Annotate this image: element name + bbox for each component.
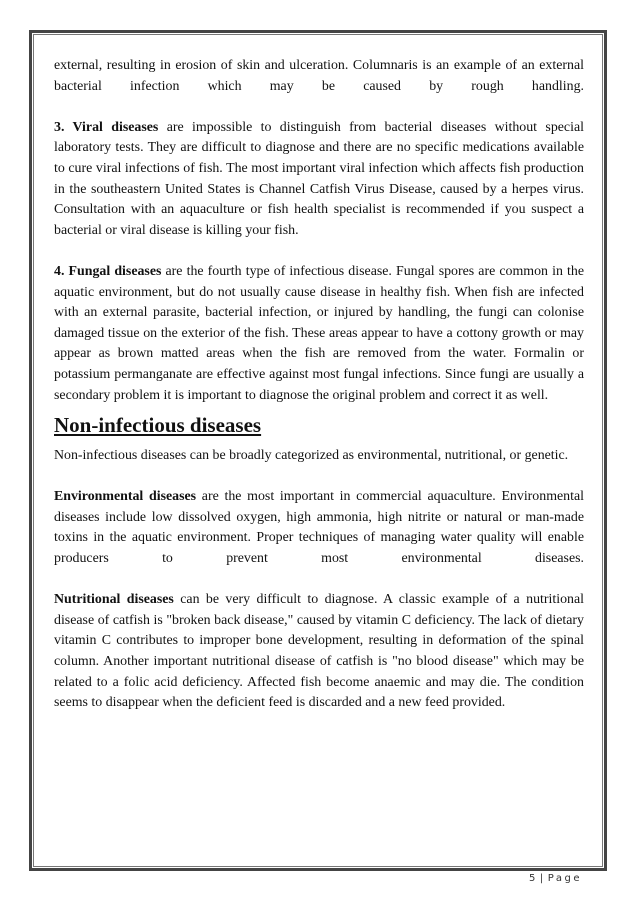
paragraph-text: external, resulting in erosion of skin and ulceration. Columnaris is an example of an external bacterial infection which may be caused by rough handling.	[54, 58, 584, 94]
paragraph-lead-nutritional: Nutritional diseases	[54, 592, 174, 608]
paragraph-lead-fungal: 4. Fungal diseases	[54, 263, 162, 279]
paragraph-fungal-diseases	[54, 262, 584, 406]
page-number: 5	[529, 873, 537, 884]
paragraph-nutritional-diseases	[54, 590, 584, 714]
footer-separator: |	[539, 873, 545, 884]
paragraph-bacterial-continued	[54, 56, 584, 97]
paragraph-non-infectious-intro	[54, 446, 584, 467]
paragraph-lead-viral: 3. Viral diseases	[54, 119, 159, 135]
page-footer	[529, 873, 582, 884]
page-label: Page	[547, 873, 582, 884]
section-heading-non-infectious: Non-infectious diseases	[54, 413, 262, 438]
paragraph-viral-diseases	[54, 118, 584, 242]
paragraph-environmental-diseases	[54, 487, 584, 569]
paragraph-text: can be very difficult to diagnose. A classic example of a nutritional disease of catfish is "broken back disease," caused by vitamin C deficiency. The lack of dietary vitamin C contributes to improper bone development, resulting in deformation of the spinal column. Another important nutritional disease of catfish is "no blood disease" which may be related to a folic acid deficiency. Affected fish become anaemic and may die. The condition seems to disappear when the deficient feed is discarded and a new feed provided.	[54, 592, 584, 711]
paragraph-text: are impossible to distinguish from bacterial diseases without special laboratory tests. They are difficult to diagnose and there are no specific medications available to cure viral infections of fish. The most important viral infection which affects fish production in the southeastern United States is Channel Catfish Virus Disease, caused by a herpes virus. Consultation with an aquaculture or fish health specialist is recommended if you suspect a bacterial or viral disease is killing your fish.	[54, 119, 584, 238]
paragraph-lead-environmental: Environmental diseases	[54, 489, 197, 505]
paragraph-text: are the most important in commercial aquaculture. Environmental diseases include low dissolved oxygen, high ammonia, high nitrite or natural or man-made toxins in the aquatic environment. Proper techniques of managing water quality will enable producers to prevent most environmental diseases.	[54, 489, 584, 567]
paragraph-text: Non-infectious diseases can be broadly categorized as environmental, nutritional, or genetic.	[54, 448, 569, 464]
document-body	[54, 56, 584, 734]
paragraph-text: are the fourth type of infectious disease. Fungal spores are common in the aquatic environment, but do not usually cause disease in healthy fish. When fish are infected with an external parasite, bacterial infection, or injured by handling, the fungi can colonise damaged tissue on the exterior of the fish. These areas appear to have a cottony growth or may appear as brown matted areas when the fish are removed from the water. Formalin or potassium permanganate are effective against most fungal infections. Since fungi are usually a secondary problem it is important to diagnose the original problem and correct it as well.	[54, 263, 584, 403]
